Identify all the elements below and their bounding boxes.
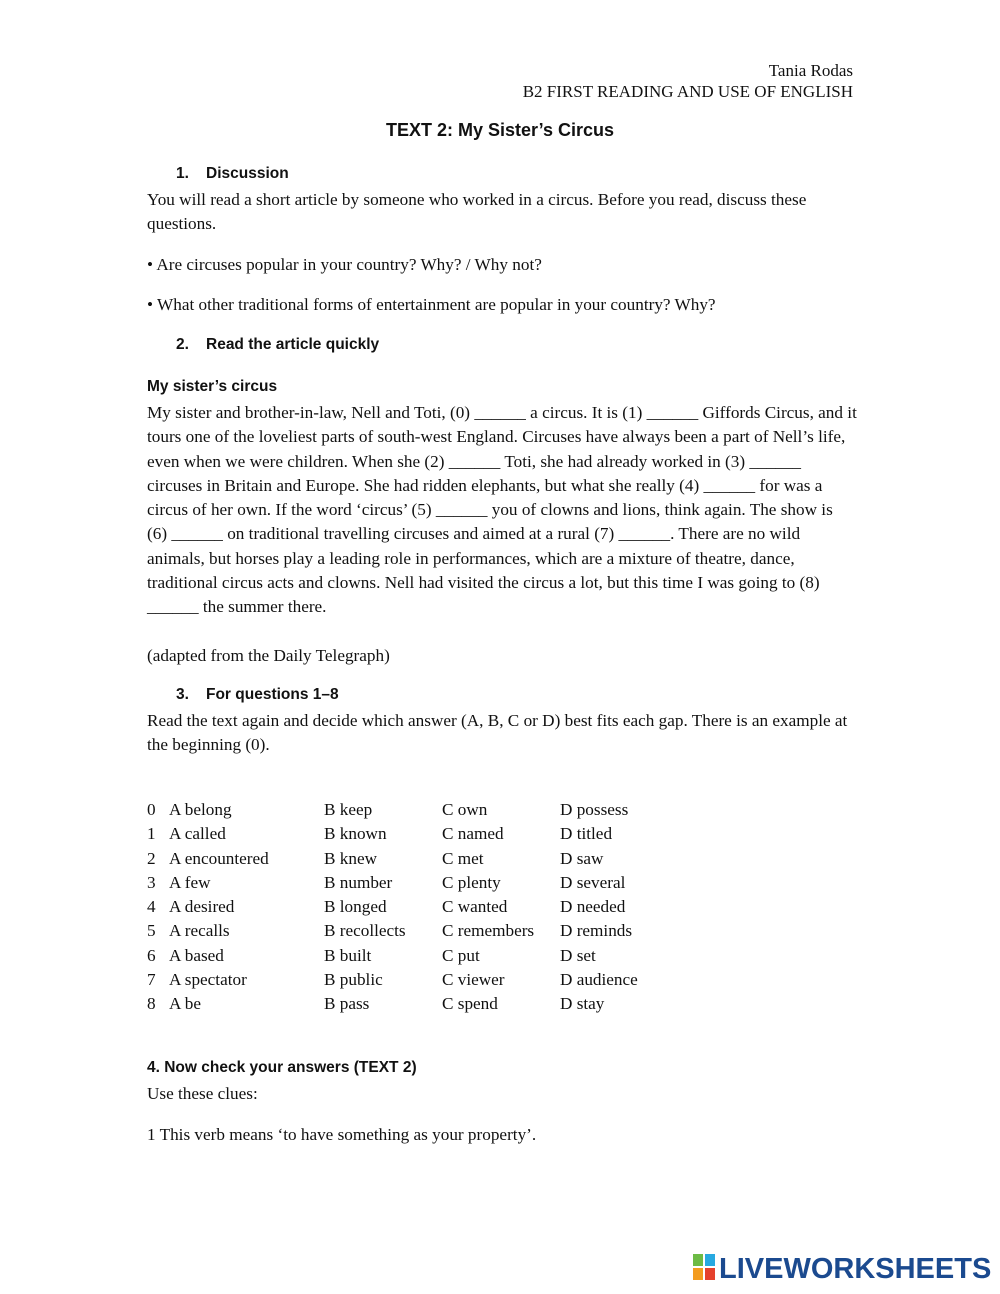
- option-row: [147, 992, 680, 1016]
- section-3-instructions: Read the text again and decide which answer (A, B, C or D) best fits each gap. There is an example at the beginning (0).: [147, 711, 848, 755]
- option-row: [147, 895, 680, 919]
- clue-1: 1 This verb means ‘to have something as your property’.: [147, 1125, 537, 1144]
- option-b: B recollects: [324, 921, 406, 941]
- option-b: B keep: [324, 800, 373, 819]
- option-c: C viewer: [442, 970, 505, 990]
- page-title: TEXT 2: My Sister’s Circus: [385, 120, 615, 140]
- option-number: 0: [147, 800, 156, 819]
- article-source: (adapted from the Daily Telegraph): [147, 646, 390, 665]
- option-d: D several: [560, 872, 626, 892]
- option-c: C remembers: [442, 921, 535, 941]
- article-title: My sister’s circus: [147, 378, 278, 395]
- option-a: A belong: [169, 800, 232, 819]
- option-a: A desired: [169, 897, 235, 917]
- section-4-heading: 4. Now check your answers (TEXT 2): [147, 1059, 417, 1076]
- option-b: B known: [324, 824, 387, 844]
- option-a: A called: [169, 824, 226, 844]
- author-name: Tania Rodas: [768, 61, 853, 80]
- section-2-heading: [176, 336, 379, 354]
- option-d: D needed: [560, 897, 626, 917]
- option-row: [147, 871, 680, 895]
- discussion-question-1: • Are circuses popular in your country? Why? / Why not?: [147, 255, 542, 274]
- option-row: [147, 847, 680, 871]
- logo-text: LIVEWORKSHEETS: [719, 1252, 992, 1285]
- section-3-heading: [176, 686, 339, 704]
- option-c: C met: [442, 848, 484, 868]
- option-number: 4: [147, 897, 156, 917]
- option-d: D audience: [560, 970, 638, 990]
- option-row: [147, 944, 680, 968]
- article-text: My sister and brother-in-law, Nell and Toti, (0) ______ a circus. It is (1) ______ Giffords Circus, and it tours one of the loveliest parts of south-west England. Circuses have always been a part of Nell’s life, even when we were children. When she (2) ______ Toti, she had already worked in (3) ______ circuses in Britain and Europe. She had ridden elephants, but what she really (4) ______ for was a circus of her own. If the word ‘circus’ (5) ______ you of clowns and lions, think again. The show is (6) ______ on traditional travelling circuses and aimed at a rural (7) ______. There are no wild animals, but horses play a leading role in performances, which are a mixture of theatre, dance, traditional circus acts and clowns. Nell had visited the circus a lot, but this time I was going to (8) ______ the summer there.: [147, 403, 857, 617]
- option-row: [147, 968, 680, 992]
- option-d: D titled: [560, 824, 613, 844]
- option-row: [147, 919, 680, 943]
- option-a: A based: [169, 945, 224, 965]
- section-3-title: For questions 1–8: [206, 686, 339, 703]
- option-c: C plenty: [442, 872, 501, 892]
- option-a: A encountered: [169, 848, 269, 868]
- section-1-number: 1.: [176, 165, 189, 182]
- option-number: 7: [147, 970, 156, 990]
- option-b: B built: [324, 945, 372, 965]
- section-1-intro: You will read a short article by someone who worked in a circus. Before you read, discuss these questions.: [147, 190, 807, 234]
- option-number: 3: [147, 872, 156, 892]
- option-c: C spend: [442, 994, 498, 1014]
- option-a: A few: [169, 872, 211, 892]
- option-b: B public: [324, 970, 383, 990]
- section-1-title: Discussion: [206, 165, 289, 182]
- option-number: 8: [147, 994, 156, 1014]
- section-1-heading: [176, 165, 289, 183]
- option-number: 2: [147, 848, 156, 868]
- option-c: C named: [442, 824, 504, 844]
- option-c: C wanted: [442, 897, 508, 917]
- course-name: B2 FIRST READING AND USE OF ENGLISH: [522, 82, 853, 101]
- option-b: B longed: [324, 897, 387, 917]
- option-c: C own: [442, 800, 488, 819]
- option-a: A spectator: [169, 970, 247, 990]
- option-number: 6: [147, 945, 156, 965]
- option-b: B pass: [324, 994, 370, 1014]
- option-c: C put: [442, 945, 480, 965]
- answer-options-table: [147, 798, 680, 1017]
- section-3-number: 3.: [176, 686, 189, 703]
- option-number: 5: [147, 921, 156, 941]
- liveworksheets-logo[interactable]: [693, 1254, 991, 1284]
- option-a: A recalls: [169, 921, 230, 941]
- liveworksheets-logo-icon: [693, 1254, 715, 1285]
- option-d: D possess: [560, 800, 629, 819]
- section-2-title: Read the article quickly: [206, 336, 380, 353]
- option-row: [147, 798, 680, 822]
- option-d: D reminds: [560, 921, 633, 941]
- section-4-intro: Use these clues:: [147, 1084, 258, 1103]
- discussion-question-2: • What other traditional forms of entertainment are popular in your country? Why?: [147, 295, 716, 314]
- option-b: B knew: [324, 848, 377, 868]
- section-2-number: 2.: [176, 336, 189, 353]
- option-row: [147, 822, 680, 846]
- option-a: A be: [169, 994, 201, 1014]
- option-d: D stay: [560, 994, 605, 1014]
- option-number: 1: [147, 824, 156, 844]
- option-b: B number: [324, 872, 393, 892]
- option-d: D saw: [560, 848, 604, 868]
- option-d: D set: [560, 945, 596, 965]
